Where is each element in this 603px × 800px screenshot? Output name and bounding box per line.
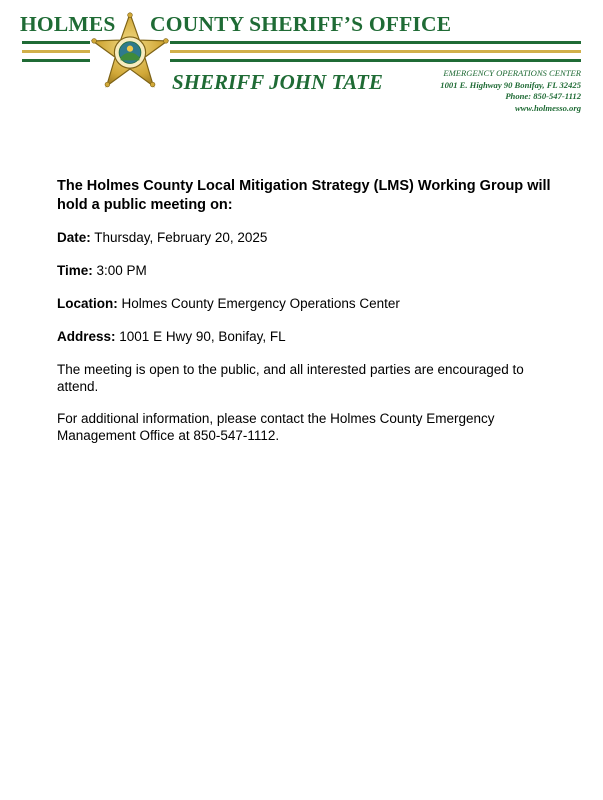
address-line (57, 328, 557, 346)
open-statement: The meeting is open to the public, and all interested parties are encouraged to attend. (57, 362, 524, 394)
office-name-left: HOLMES (20, 12, 116, 36)
address-value: 1001 E Hwy 90, Bonifay, FL (119, 329, 286, 344)
sheriff-name: SHERIFF JOHN TATE (172, 70, 383, 94)
contact-dept: EMERGENCY OPERATIONS CENTER (443, 68, 581, 78)
office-name-right: COUNTY SHERIFF’S OFFICE (150, 12, 452, 36)
stripe-gold-left (22, 50, 90, 53)
location-label: Location: (57, 296, 118, 311)
time-line (57, 262, 557, 280)
stripe-green-bottom-left (22, 59, 90, 62)
date-label: Date: (57, 230, 91, 245)
contact-website: www.holmesso.org (514, 102, 581, 113)
address-label: Address: (57, 329, 116, 344)
sheriff-star-badge-icon (90, 12, 170, 90)
stripe-green-bottom-right (170, 59, 581, 62)
location-line (57, 295, 557, 313)
date-value: Thursday, February 20, 2025 (94, 230, 268, 245)
date-line (57, 229, 557, 247)
contact-phone: Phone: 850-547-1112 (505, 91, 581, 101)
stripe-green-top-left (22, 41, 90, 44)
contact-block (440, 68, 581, 114)
time-value: 3:00 PM (96, 263, 147, 278)
stripe-gold-right (170, 50, 581, 53)
contact-address: 1001 E. Highway 90 Bonifay, FL 32425 (440, 79, 581, 90)
location-value: Holmes County Emergency Operations Center (121, 296, 400, 311)
letterhead (0, 0, 603, 120)
contact-statement: For additional information, please contact the Holmes County Emergency Management Office at 850-547-1112. (57, 411, 495, 443)
time-label: Time: (57, 263, 93, 278)
notice-body (57, 177, 557, 459)
notice-headline: The Holmes County Local Mitigation Strategy (LMS) Working Group will hold a public meeting on: (57, 178, 551, 213)
stripe-green-top-right (170, 41, 581, 44)
